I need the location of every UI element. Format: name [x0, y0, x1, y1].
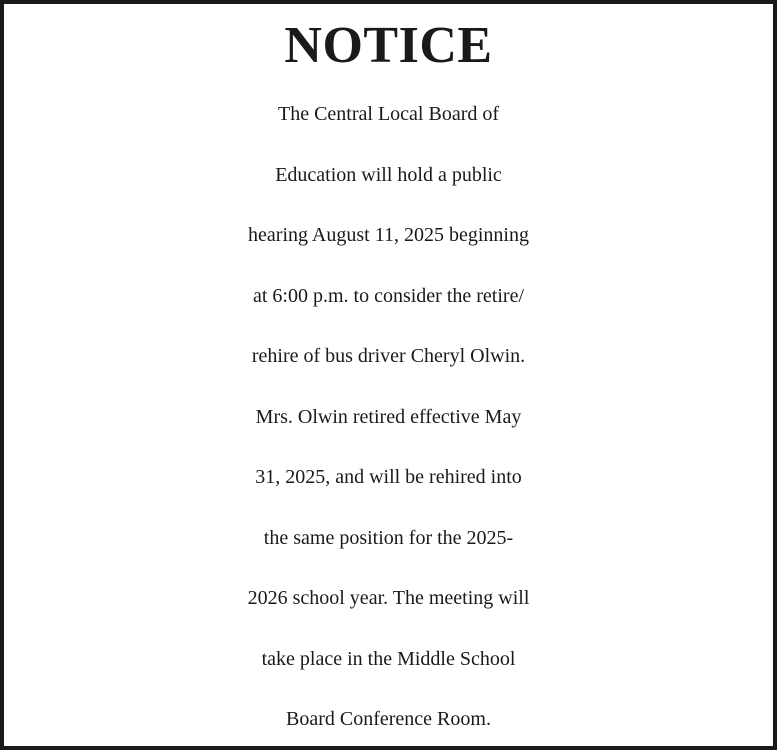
notice-line: the same position for the 2025-	[263, 526, 514, 549]
notice-line: hearing August 11, 2025 beginning	[248, 224, 529, 246]
notice-line: The Central Local Board of	[277, 103, 500, 125]
notice-body	[4, 84, 773, 750]
notice-line: rehire of bus driver Cheryl Olwin.	[251, 345, 526, 367]
notice-line: at 6:00 p.m. to consider the retire/	[252, 284, 525, 307]
notice-title: NOTICE	[284, 17, 493, 74]
notice-line: 2026 school year. The meeting will	[247, 587, 530, 609]
notice-line: Mrs. Olwin retired effective May	[255, 405, 522, 428]
notice-line: Board Conference Room.	[286, 708, 491, 730]
notice-line: take place in the Middle School	[261, 647, 516, 670]
notice-line: 31, 2025, and will be rehired into	[255, 466, 522, 488]
notice-line: Education will hold a public	[275, 163, 502, 186]
